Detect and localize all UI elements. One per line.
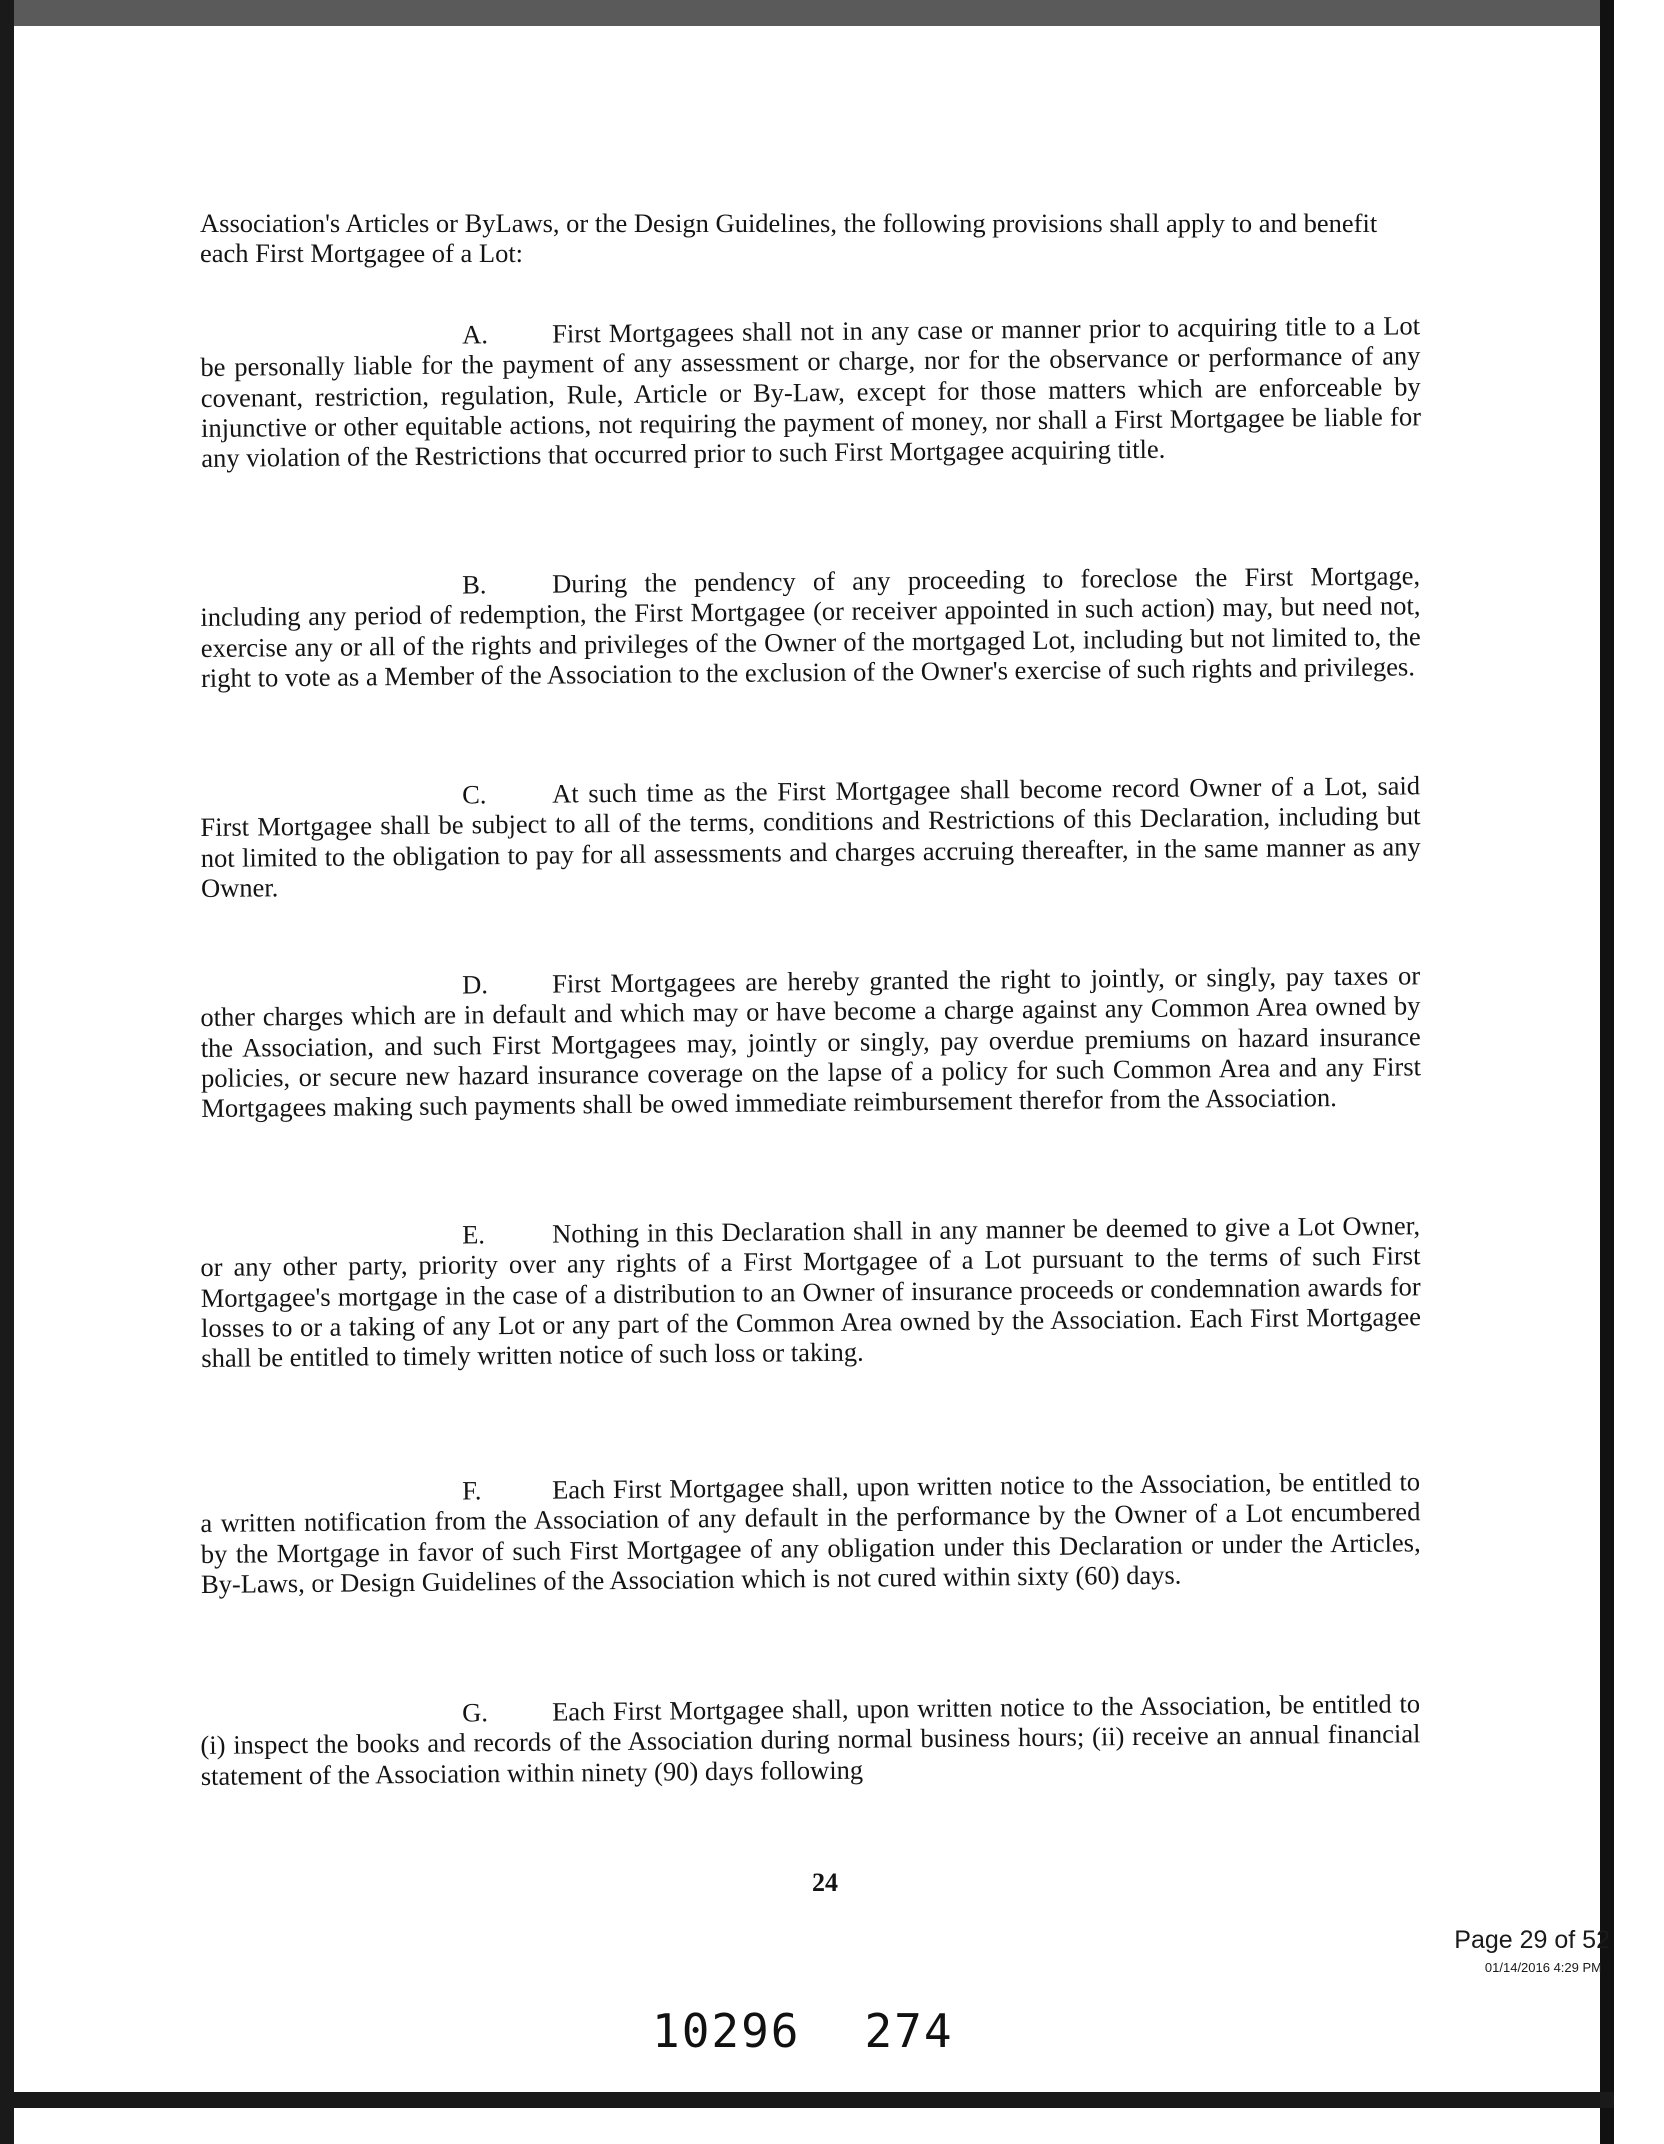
provision-f [200,1466,1421,1599]
provision-text: During the pendency of any proceeding to foreclose the First Mortgage, including any period of redemption, the First Mortgagee (or receiver appointed in such action) may, but need not, exercise any or all of the rights and privileges of the Owner of the mortgaged Lot, including but not limited to, the right to vote as a Member of the Association to the exclusion of the Owner's exercise of such rights and privileges. [200,560,1421,693]
provision-letter: G. [461,1697,489,1728]
book-page-stamp [652,2004,954,2058]
provision-g [200,1688,1421,1791]
provision-c [200,770,1421,903]
scan-border-top [0,0,1664,26]
scan-border-right [1600,0,1614,2144]
provision-b [200,560,1421,693]
provision-letter: C. [461,779,487,810]
provision-letter: F. [461,1475,482,1506]
recording-timestamp: 01/14/2016 4:29 PM [1484,1960,1602,1975]
recording-page-count: Page 29 of 52 [1454,1926,1610,1954]
provision-letter: E. [461,1219,486,1250]
provision-letter: B. [461,569,487,600]
book-page-number: 274 [864,2004,954,2058]
provision-text: Each First Mortgagee shall, upon written notice to the Association, be entitled to a written notification from the Association of any default in the performance by the Owner of a Lot encumbered by the Mortgage in favor of such First Mortgagee of any obligation under this Declaration or under the Articles, By-Laws, or Design Guidelines of the Association which is not cured within sixty (60) days. [200,1466,1421,1599]
provision-text: Nothing in this Declaration shall in any manner be deemed to give a Lot Owner, or any other party, priority over any rights of a First Mortgagee of a Lot pursuant to the terms of such First Mortgagee's mortgage in the case of a distribution to an Owner of insurance proceeds or condemnation awards for losses to or a taking of any Lot or any part of the Common Area owned by the Association. Each First Mortgagee shall be entitled to timely written notice of such loss or taking. [200,1210,1422,1374]
book-number: 10296 [652,2004,801,2058]
provision-text: Each First Mortgagee shall, upon written notice to the Association, be entitled to (i) inspect the books and records of the Association during normal business hours; (ii) receive an annual financial statement of the Association within ninety (90) days following [200,1688,1421,1791]
provision-text: First Mortgagees are hereby granted the right to jointly, or singly, pay taxes or other charges which are in default and which may or have become a charge against any Common Area owned by the Association, and such First Mortgagees may, jointly or singly, pay overdue premiums on hazard insurance policies, or secure new hazard insurance coverage on the lapse of a policy for such Common Area and any First Mortgagees making such payments shall be owed immediate reimbursement therefor from the Association. [200,960,1422,1124]
provision-letter: A. [461,319,489,350]
scan-border-bottom [0,2092,1614,2108]
lead-paragraph: Association's Articles or ByLaws, or the Design Guidelines, the following provisions shall apply to and benefit each First Mortgagee of a Lot: [200,208,1378,269]
provision-letter: D. [461,969,489,1000]
provision-text: At such time as the First Mortgagee shall become record Owner of a Lot, said First Mortgagee shall be subject to all of the terms, conditions and Restrictions of this Declaration, including but not limited to the obligation to pay for all assessments and charges accruing thereafter, in the same manner as any Owner. [200,770,1421,903]
provision-d [200,960,1421,1123]
scan-border-left [0,0,14,2144]
provision-text: First Mortgagees shall not in any case or manner prior to acquiring title to a Lot be personally liable for the payment of any assessment or charge, nor for the observance or performance of any covenant, restriction, regulation, Rule, Article or By-Law, except for those matters which are enforceable by injunctive or other equitable actions, not requiring the payment of money, nor shall a First Mortgagee be liable for any violation of the Restrictions that occurred prior to such First Mortgagee acquiring title. [200,310,1422,474]
provision-e [200,1210,1421,1373]
page-number: 24 [812,1868,838,1897]
provision-a [200,310,1421,473]
page-margin-right [1614,0,1664,2144]
